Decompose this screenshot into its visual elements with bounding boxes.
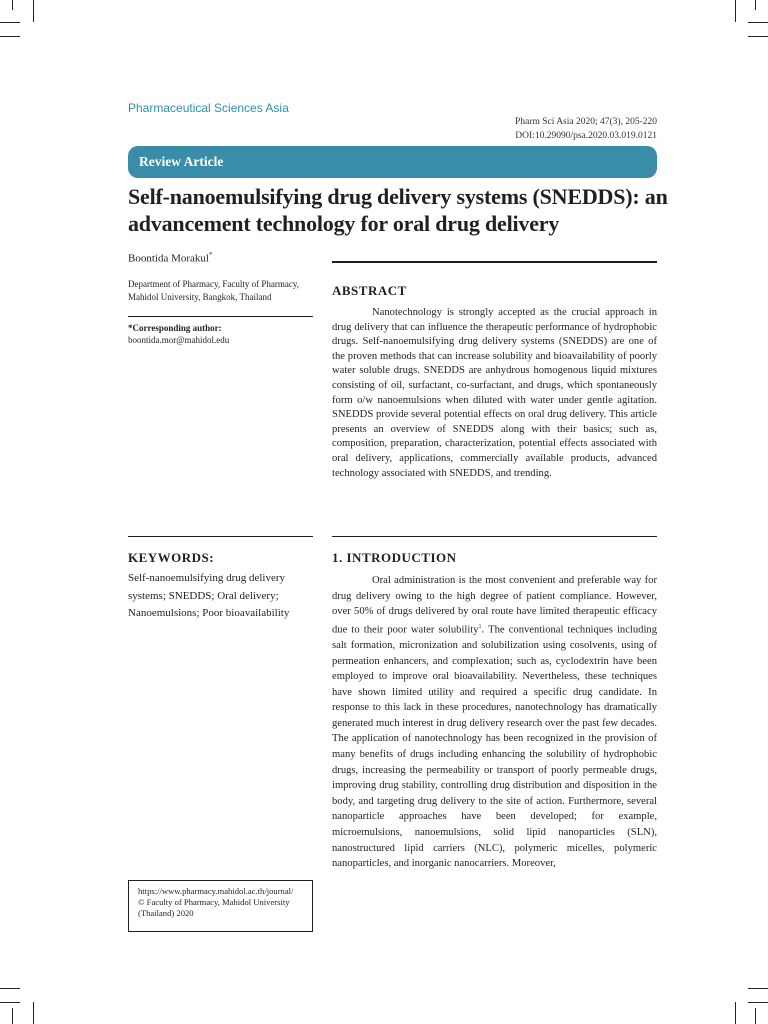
citation-doi: DOI:10.29090/psa.2020.03.019.0121 <box>515 131 657 141</box>
abstract-text: Nanotechnology is strongly accepted as the crucial approach in drug delivery that can influence the therapeutic performance of hydrophobic drugs. Self-nanoemulsifying drug delivery systems (SNEDDS) are one of the proven methods that can increase solubility and bioavailability of poorly water soluble drugs. SNEDDS are anhydrous homogenous liquid mixtures consisting of oil, surfactant, co-surfactant, and drugs, which spontaneously form o/w nanoemulsions when diluted with water under gentle agitation. SNEDDS provide several potential effects on oral drug delivery. This article presents an overview of SNEDDS along with their basics; such as, composition, preparation, characterization, potential effects associated with oral delivery, applications, commercially available products, advanced technology associated with SNEDDS, and trending. <box>332 307 657 479</box>
crop-mark <box>735 0 736 22</box>
affiliation-divider <box>128 316 313 317</box>
author-divider <box>332 261 657 263</box>
author-name: Boontida Morakul <box>128 252 209 265</box>
article-type-label: Review Article <box>139 154 224 169</box>
crop-mark <box>0 1002 20 1003</box>
author-line <box>128 251 212 265</box>
corresponding-email[interactable]: boontida.mor@mahidol.edu <box>128 335 230 345</box>
crop-mark <box>748 1002 768 1003</box>
keywords-divider <box>128 536 313 537</box>
crop-mark <box>0 988 20 989</box>
corresponding-label: *Corresponding author: <box>128 323 222 333</box>
crop-mark <box>12 1008 13 1024</box>
crop-mark <box>755 1008 756 1024</box>
copyright-line: © Faculty of Pharmacy, Mahidol University <box>138 897 290 907</box>
crop-mark <box>0 22 20 23</box>
introduction-heading: 1. INTRODUCTION <box>332 550 457 565</box>
citation-info <box>515 115 657 143</box>
copyright-year: (Thailand) 2020 <box>138 908 194 918</box>
journal-url[interactable]: https://www.pharmacy.mahidol.ac.th/journal/ <box>138 886 294 896</box>
crop-mark <box>748 36 768 37</box>
keywords-text: Self-nanoemulsifying drug delivery systems; SNEDDS; Oral delivery; Nanoemulsions; Poor bioavailability <box>128 572 290 619</box>
crop-mark <box>12 0 13 10</box>
introduction-text <box>332 573 657 872</box>
affiliation: Department of Pharmacy, Faculty of Pharmacy, Mahidol University, Bangkok, Thailand <box>128 279 300 302</box>
citation-volume: Pharm Sci Asia 2020; 47(3), 205-220 <box>515 117 657 127</box>
author-mark: * <box>208 251 213 259</box>
crop-mark <box>33 0 34 22</box>
introduction-text-part1: Oral administration is the most convenient and preferable way for drug delivery owing to the high degree of patient compliance. However, over 50% of drugs delivered by oral route have limited therapeutic efficacy due to their poor water solubility <box>332 575 657 636</box>
crop-mark <box>0 36 20 37</box>
license-box <box>128 880 313 932</box>
article-title: Self-nanoemulsifying drug delivery systems (SNEDDS): an advancement technology for oral drug delivery <box>128 184 668 236</box>
keywords-heading: KEYWORDS: <box>128 550 215 565</box>
introduction-divider <box>332 536 657 537</box>
crop-mark <box>748 22 768 23</box>
journal-name: Pharmaceutical Sciences Asia <box>128 101 289 115</box>
crop-mark <box>755 0 756 10</box>
article-type-banner <box>128 146 657 178</box>
reference-marker: 1 <box>478 623 482 630</box>
introduction-text-part2: . The conventional techniques including salt formation, micronization and solubilization using cosolvents, using of permeation enhancers, and complexation; such as, cyclodextrin have been employed to improve oral bioavailability. Nevertheless, these techniques have shown limited utility and required a specific drug candidate. In response to this lack in these procedures, nanotechnology has dramatically generated much interest in drug delivery research over the past few decades. The application of nanotechnology has been recognized in the provision of many benefits of drugs including enhancing the solubility of hydrophobic drugs, increasing the permeability or transport of poorly permeable drugs, improving drug stability, controlling drug distribution and disposition in the body, and targeting drug delivery to the site of action. Furthermore, several nanoparticle approaches have been developed; for example, microemulsions, nanoemulsions, solid lipid nanoparticles (SLN), nanostructured lipid carriers (NLC), polymeric micelles, polymeric nanoparticles, and inorganic nanocarriers. Moreover, <box>332 624 657 870</box>
crop-mark <box>748 988 768 989</box>
crop-mark <box>33 1002 34 1024</box>
abstract-heading: ABSTRACT <box>332 283 407 298</box>
crop-mark <box>735 1002 736 1024</box>
